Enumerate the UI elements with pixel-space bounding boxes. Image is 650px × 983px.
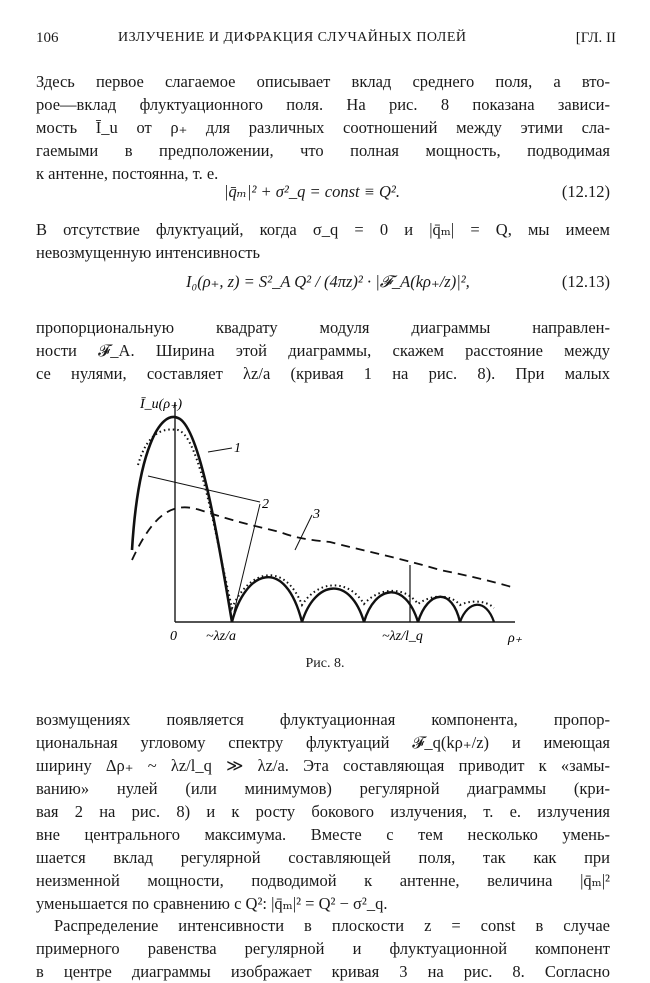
x-axis-label: ρ₊: [508, 631, 523, 646]
text-line: ности 𝓕_A. Ширина этой диаграммы, скажем расстояние между: [36, 341, 610, 360]
curve-3: [132, 507, 515, 588]
curve-label: 1: [234, 441, 241, 456]
equation-12-13: [36, 272, 610, 298]
text-line: ванию» нулей (или минимумов) регулярной диаграммы (кри-: [36, 779, 610, 798]
equation-body: I₀(ρ₊, z) = S²_A Q² / (4πz)² · |𝓕_A(kρ₊/z)|²,: [186, 272, 470, 291]
curve-1-side-lobe: [460, 605, 494, 622]
text-line: уменьшается по сравнению с Q²: |q̄ₘ|² = Q² − σ²_q.: [36, 894, 388, 913]
equation-number: (12.13): [561, 272, 610, 291]
text-line: невозмущенную интенсивность: [36, 243, 260, 262]
text-line: неизменной мощности, подводимой к антенне, величина |q̄ₘ|²: [36, 871, 610, 890]
text-line: гаемыми в предположении, что полная мощность, подводимая: [36, 141, 610, 160]
text-line: ширину Δρ₊ ~ λz/l_q ≫ λz/a. Эта составляющая приводит к «замы-: [36, 756, 610, 775]
text-line: в центре диаграммы изображает кривая 3 на рис. 8. Согласно: [36, 962, 610, 981]
text-line: В отсутствие флуктуаций, когда σ_q = 0 и |q̄ₘ| = Q, мы имеем: [36, 220, 610, 239]
text-line: возмущениях появляется флуктуационная компонента, пропор-: [36, 710, 610, 729]
page-header: [36, 30, 616, 54]
equation-number: (12.12): [561, 182, 610, 201]
text-line: вне центрального максимума. Вместе с тем несколько умень-: [36, 825, 610, 844]
text-line: Здесь первое слагаемое описывает вклад среднего поля, а вто-: [36, 72, 610, 91]
paragraph-3: [36, 316, 610, 385]
paragraph-4: [36, 708, 610, 915]
x-tick-label: ~λz/l_q: [382, 629, 423, 644]
equation-12-12: [36, 182, 610, 208]
figure-8: [120, 390, 540, 650]
curve-1-side-lobe: [302, 589, 364, 622]
paragraph-2: [36, 218, 610, 264]
text-line: Распределение интенсивности в плоскости z = const в случае: [54, 916, 610, 935]
leader-line-2: [234, 504, 260, 612]
text-line: шается вклад регулярной составляющей поля, так как при: [36, 848, 610, 867]
leader-line-1: [208, 448, 232, 452]
paragraph-1: [36, 70, 610, 185]
chapter-label: [ГЛ. II: [575, 30, 616, 46]
curve-label: 3: [313, 507, 320, 522]
text-line: циональная угловому спектру флуктуаций 𝓕_q(kρ₊/z) и имеющая: [36, 733, 610, 752]
text-line: рое—вклад флуктуационного поля. На рис. 8 показана зависи-: [36, 95, 610, 114]
equation-body: |q̄ₘ|² + σ²_q = const ≡ Q².: [224, 182, 400, 201]
text-line: пропорциональную квадрату модуля диаграммы направлен-: [36, 318, 610, 337]
page-number: 106: [36, 30, 59, 46]
curve-1-side-lobe: [232, 577, 302, 622]
paragraph-5: [36, 914, 610, 983]
text-line: примерного равенства регулярной и флуктуационной компонент: [36, 939, 610, 958]
text-line: мость Ī_u от ρ₊ для различных соотношений между этими сла-: [36, 118, 610, 137]
text-line: к антенне, постоянна, т. е.: [36, 164, 219, 183]
x-tick-label: 0: [170, 629, 177, 644]
leader-line-3: [295, 515, 312, 550]
curve-1-main-lobe: [132, 417, 232, 622]
y-axis-label: Ī_u(ρ₊): [140, 397, 183, 412]
running-title: ИЗЛУЧЕНИЕ И ДИФРАКЦИЯ СЛУЧАЙНЫХ ПОЛЕЙ: [118, 30, 467, 45]
x-tick-label: ~λz/a: [206, 629, 236, 644]
text-line: се нулями, составляет λz/a (кривая 1 на рис. 8). При малых: [36, 364, 610, 383]
curve-label: 2: [262, 497, 269, 512]
figure-caption: Рис. 8.: [305, 656, 345, 671]
text-line: вая 2 на рис. 8) и к росту бокового излучения, т. е. излучения: [36, 802, 610, 821]
